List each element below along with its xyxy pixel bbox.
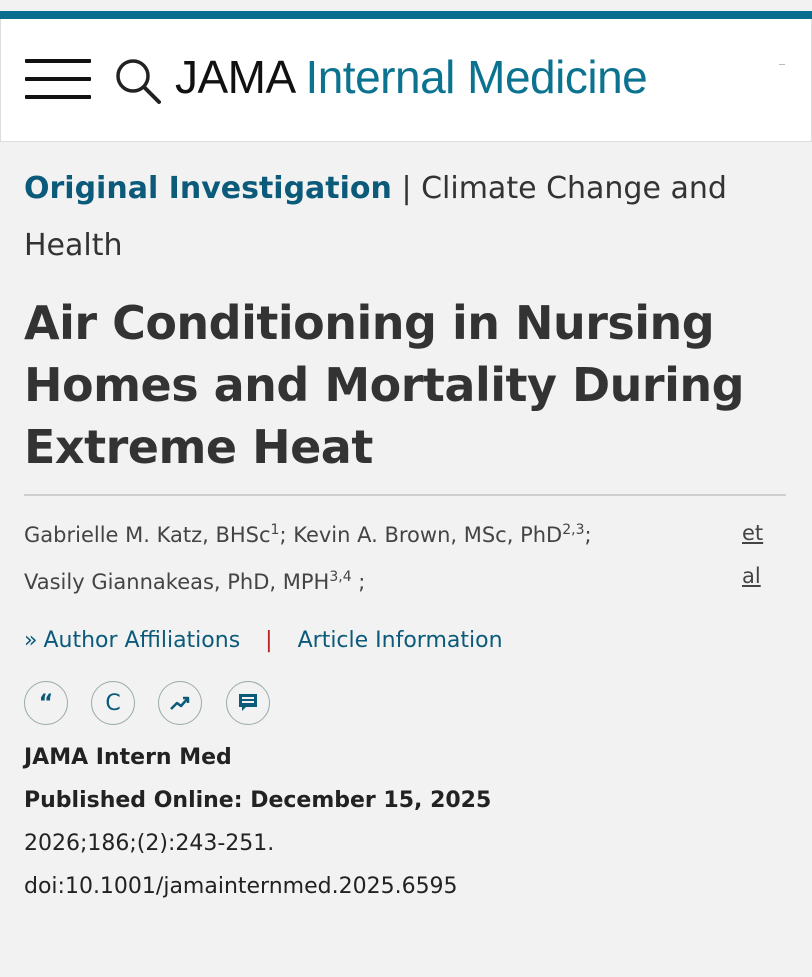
article-information-link[interactable]: Article Information (297, 628, 503, 653)
citation-meta (24, 736, 491, 908)
permissions-button[interactable] (91, 681, 135, 725)
metrics-button[interactable] (158, 681, 202, 725)
metrics-trending-icon (168, 691, 192, 715)
author-affiliation-sup: 1 (270, 522, 280, 538)
author-name[interactable]: Gabrielle M. Katz, BHSc (24, 523, 271, 547)
author-name[interactable]: Kevin A. Brown, MSc, PhD (293, 523, 563, 547)
kicker-separator: | (401, 171, 412, 206)
article-kicker (24, 160, 786, 274)
article-type-link[interactable]: Original Investigation (24, 171, 392, 206)
brand-journal-name: Internal Medicine (305, 51, 648, 103)
citation-volume: 2026;186;(2):243-251. (24, 831, 275, 856)
comment-button[interactable] (226, 681, 270, 725)
brand-jama: JAMA (175, 51, 294, 103)
title-divider (24, 494, 786, 496)
site-header (0, 19, 812, 142)
author-line-2 (24, 559, 694, 606)
author-affiliation-sup: 3,4 (329, 569, 352, 585)
author-list (24, 512, 694, 606)
cite-button[interactable] (24, 681, 68, 725)
author-affiliation-sup: 2,3 (562, 522, 585, 538)
et-al-toggle[interactable]: et al (742, 521, 764, 588)
quote-icon: “ (38, 690, 54, 716)
permissions-icon: C (105, 690, 121, 716)
journal-logo[interactable] (175, 50, 647, 104)
chevron-right-icon: » (24, 628, 38, 653)
links-divider: | (265, 628, 273, 653)
article-links (24, 628, 503, 653)
author-line-1 (24, 512, 694, 559)
author-separator: ; (351, 570, 366, 594)
author-separator: ; (279, 523, 287, 547)
header-divider-mark (779, 64, 785, 65)
hamburger-menu-icon[interactable] (25, 59, 91, 99)
article-header (24, 160, 786, 274)
author-name[interactable]: Vasily Giannakeas, PhD, MPH (24, 570, 330, 594)
author-affiliations-label: Author Affiliations (43, 628, 241, 653)
top-accent-bar (0, 11, 812, 19)
article-title: Air Conditioning in Nursing Homes and Mortality During Extreme Heat (24, 296, 745, 474)
search-icon[interactable] (114, 57, 162, 105)
comment-icon (237, 692, 259, 714)
journal-abbrev: JAMA Intern Med (24, 745, 232, 770)
author-separator: ; (584, 523, 592, 547)
article-topic: Climate Change and Health (24, 171, 727, 263)
published-date: Published Online: December 15, 2025 (24, 788, 492, 813)
author-affiliations-link[interactable] (24, 628, 247, 653)
doi[interactable]: doi:10.1001/jamainternmed.2025.6595 (24, 874, 458, 899)
